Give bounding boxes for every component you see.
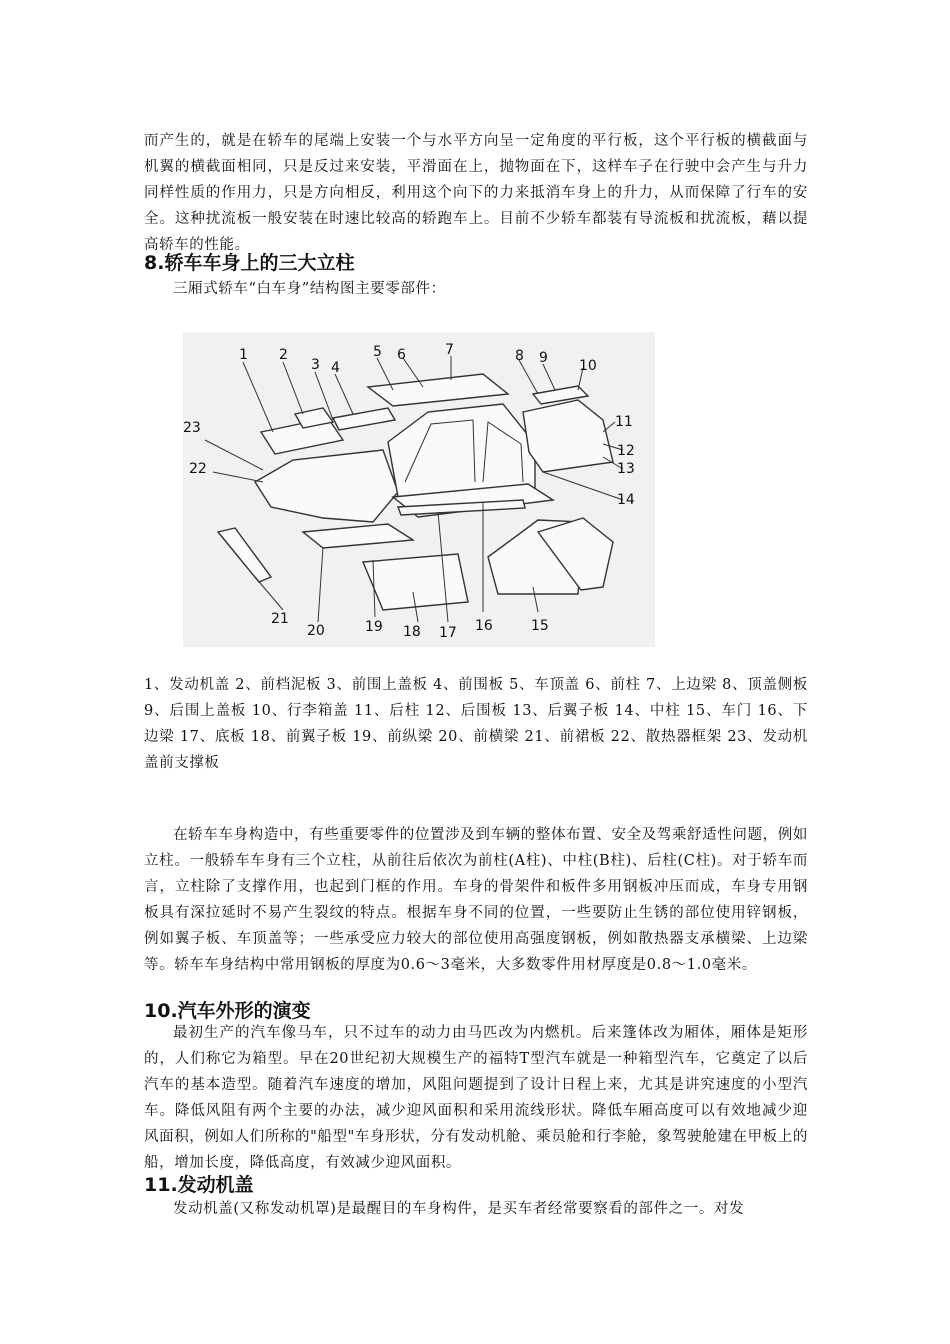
paragraph-spoiler: 而产生的，就是在轿车的尾端上安装一个与水平方向呈一定角度的平行板，这个平行板的横截面与机翼的横截面相同，只是反过来安装，平滑面在上，抛物面在下，这样车子在行驶中会产生与升力同样性质的作用力，只是方向相反，利用这个向下的力来抵消车身上的升力，从而保障了行车的安全。这种扰流板一般安装在时速比较高的轿跑车上。目前不少轿车都装有导流板和扰流板，藉以提高轿车的性能。 [144,133,808,253]
label-10: 10 [579,358,597,374]
label-11: 11 [615,414,633,430]
car-body-exploded-diagram [183,332,655,647]
label-21: 21 [271,611,289,627]
label-14: 14 [617,492,635,508]
label-18: 18 [403,624,421,640]
figure-caption: 三厢式轿车“白车身”结构图主要零部件： [173,281,446,297]
car-body-drawing [183,332,655,647]
section-heading-11: 11.发动机盖 [144,1174,254,1196]
label-13: 13 [617,461,635,477]
front-apron [218,528,271,582]
label-7: 7 [445,342,454,358]
label-6: 6 [397,347,406,363]
label-15: 15 [531,618,549,634]
label-17: 17 [439,625,457,641]
cowl-panel [333,408,395,430]
label-9: 9 [539,350,548,366]
rear-body [523,400,613,472]
body-side-frame [388,404,535,497]
label-8: 8 [515,348,524,364]
section-heading-8: 8.轿车车身上的三大立柱 [144,252,355,274]
front-fender [363,554,468,610]
paragraph-hood: 发动机盖(又称发动机罩)是最醒目的车身构件，是买车者经常要察看的部件之一。对发 [173,1201,745,1217]
label-20: 20 [307,623,325,639]
engine-bay [255,450,398,522]
label-22: 22 [189,461,207,477]
label-1: 1 [239,347,248,363]
label-3: 3 [311,357,320,373]
label-4: 4 [331,360,340,376]
section-heading-10: 10.汽车外形的演变 [144,1000,311,1022]
label-2: 2 [279,347,288,363]
paragraph-pillars: 在轿车车身构造中，有些重要零件的位置涉及到车辆的整体布置、安全及驾乘舒适性问题，例如立柱。一般轿车车身有三个立柱，从前往后依次为前柱(A柱)、中柱(B柱)、后柱(C柱)。对于轿车而言，立柱除了支撑作用，也起到门框的作用。车身的骨架件和板件多用钢板冲压而成，车身专用钢板具有深拉延时不易产生裂纹的特点。根据车身不同的位置，一些要防止生锈的部位使用锌钢板，例如翼子板、车顶盖等；一些承受应力较大的部位使用高强度钢板，例如散热器支承横梁、上边梁等。轿车车身结构中常用钢板的厚度为0.6～3毫米，大多数零件用材厚度是0.8～1.0毫米。 [144,827,808,973]
label-19: 19 [365,619,383,635]
roof-panel [368,374,508,406]
paragraph-evolution: 最初生产的汽车像马车，只不过车的动力由马匹改为内燃机。后来篷体改为厢体，厢体是矩形的，人们称它为箱型。早在20世纪初大规模生产的福特T型汽车就是一种箱型汽车，它奠定了以后汽车的基本造型。随着汽车速度的增加，风阻问题提到了设计日程上来，尤其是讲究速度的小型汽车。降低风阻有两个主要的办法，减少迎风面积和采用流线形状。降低车厢高度可以有效地减少迎风面积，例如人们所称的"船型"车身形状，分有发动机舱、乘员舱和行李舱，象驾驶舱建在甲板上的船，增加长度，降低高度，有效减少迎风面积。 [144,1025,808,1171]
label-23: 23 [183,420,201,436]
label-12: 12 [617,443,635,459]
parts-legend: 1、发动机盖 2、前档泥板 3、前围上盖板 4、前围板 5、车顶盖 6、前柱 7、上边梁 8、顶盖侧板 9、后围上盖板 10、行李箱盖 11、后柱 12、后围板 13、后翼子板 14、中柱 15、车门 16、下边梁 17、底板 18、前翼子板 19、前纵梁 20、前横梁 21、前裙板 22、散热器框架 23、发动机盖前支撑板 [144,677,808,771]
label-16: 16 [475,618,493,634]
front-rail [303,524,413,548]
label-5: 5 [373,344,382,360]
